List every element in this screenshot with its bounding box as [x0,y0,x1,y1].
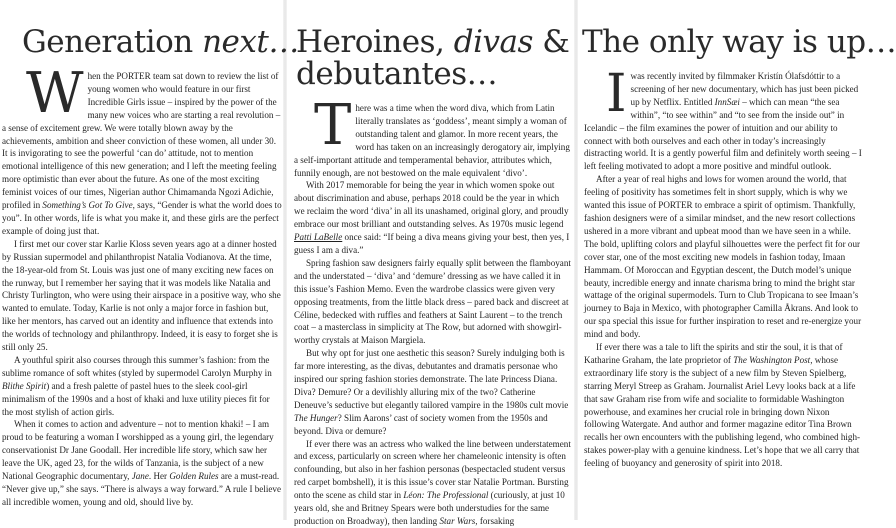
paragraph: was recently invited by filmmaker Kristín Ólafsdóttir to a screening of her new documentary, which has just been picked up by Netflix. Entitled InnSæi – which can mean “the sea within”, “to see within” and “to see from the inside out” in Icelandic – the film examines the power of intuition and our ability to connect with both ourselves and each other in today’s increasingly distracting world. It is a gently powerful film and definitely worth seeing – I left feeling motivated to adopt a more positive and mindful outlook. [584,71,862,172]
article-title: Something’s Got To Give [42,200,133,211]
headline-text-end: & debutantes… [296,24,570,92]
paragraph: here was a time when the word diva, which from Latin literally translates as ‘goddess’, meant simply a woman of outstanding talent and glamor. In more recent years, the word has taken on an increasingly derogatory air, implying a self-important attitude and temperamental behavior, attributes which, funnily enough, are not bestowed on the male equivalent ‘divo’. [294,103,570,178]
editorial-column-only-way-up [580,0,896,520]
headline-italic: next… [202,24,299,60]
paragraph: Spring fashion saw designers fairly equally split between the flamboyant and the understated – ‘diva’ and ‘demure’ dressing as we have called it in this issue’s Fashion Memo. Even the wardrobe classics were given very opposing treatments, from the little black dress – pared back and discreet at Céline, bedecked with ruffles and feathers at Saint Laurent – to the trench coat – a masterclass in simplicity at The Row, but adorned with showgirl-worthy crystals at Maison Margiela. [294,257,571,346]
film-title: The Hunger [294,412,338,423]
paragraph: hen the PORTER team sat down to review the list of young women who would feature in our first Incredible Girls issue – inspired by the power of the many new voices who are starting a real revolution – a sense of excitement grew. We were totally blown away by the achievements, ambition and sheer conviction of these women, all under 30. It is invigorating to see the powerful ‘can do’ attitude, not to mention emotional intelligence of this new generation; and I left the meeting feeling more optimistic than ever about the future. As one of the most exciting feminist voices of our times, Nigerian author Chimamanda Ngozi Adichie, profiled in Something’s Got To Give, says, “Gender is what the world does to you”. In other words, life is what you make it, and these girls are the perfect example of doing just that. [2,71,282,236]
drop-cap: I [606,64,627,124]
editorial-column-heroines [288,0,572,526]
paragraph: If ever there was an actress who walked the line between understatement and excess, particularly on screen where her chameleonic intensity is often confounding, but also in her fashion personas (bespectacled student versus red carpet bombshell), it is this issue’s cover star Natalie Portman. Bursting onto the scene as child star in Léon: The Professional (curiously, at just 10 years old, she and Britney Spears were both understudies for the same production on Broadway), then landing Star Wars, forsaking [294,438,571,526]
editorial-column-generation-next [0,0,299,520]
paragraph: If ever there was a tale to lift the spirits and stir the soul, it is that of Katharine Graham, the late proprietor of The Washington Post, whose extraordinary life story is the subject of a new film by Steven Spielberg, starring Meryl Streep as Graham. Journalist Ariel Levy looks back at a life that saw Graham rise from wife and socialite to formidable Washington powerhouse, and examines her crucial role in bringing down Nixon following Watergate. And author and former magazine editor Tina Brown recalls her own encounters with the publishing legend, who combined high-stakes power-play with a genuine kindness. Let’s hope that we all carry that feeling of buoyancy and generosity of spirit into 2018. [584,342,861,469]
column-headline [288,0,572,90]
paragraph: After a year of real highs and lows for women around the world, that feeling of positivity has sometimes felt in short supply, which is why we wanted this issue of PORTER to embrace a spirit of optimism. Thankfully, fashion designers were of a similar mindset, and the new resort collections ushered in a more vibrant and upbeat mood than we have seen in a while. The bold, uplifting colors and playful silhouettes were the perfect fit for our cover star, one of the most exciting new models in fashion today, Imaan Hammam. Of Moroccan and Egyptian descent, the Dutch model’s unique beauty, incredible energy and innate charisma bring to mind the bright star wattage of the original supermodels. Turn to Club Tropicana to see Imaan’s journey to Baja in Mexico, with photographer Camilla Åkrans. And look to our spa special this issue for further inspiration to reset and re-energize your mind and body. [584,174,862,340]
paragraph: But why opt for just one aesthetic this season? Surely indulging both is far more interesting, as the divas, debutantes and dramatis personae who inspired our spring fashion stories demonstrate. The late Princess Diana. Diva? Demure? Or a devilishly alluring mix of the two? Catherine Deneuve’s seductive but elegantly tailored vampire in the 1980s cult movie The Hunger? Slim Aarons’ cast of society women from the 1950s and beyond. Diva or demure? [294,348,569,436]
drop-cap: W [26,61,84,126]
column-body [0,58,282,509]
film-title: InnSæi [714,96,740,107]
column-body [288,90,572,528]
publication-title: The Washington Post [733,354,811,365]
article-title: Jane [131,471,149,482]
headline-text: Heroines, [296,24,454,60]
paragraph: When it comes to action and adventure – not to mention khaki! – I am proud to be featuring a woman I worshipped as a young girl, the legendary conservationist Dr Jane Goodall. Her incredible life story, which saw her leave the UK, aged 23, for the wilds of Tanzania, is the subject of a new National Geographic documentary, Jane. Her Golden Rules are a must-read. “Never give up,” she says. “There is always a way forward.” A rule I believe all incredible women, young and old, should live by. [2,419,282,507]
page-gutter [283,0,287,520]
paragraph: I first met our cover star Karlie Kloss seven years ago at a dinner hosted by Russian supermodel and philanthropist Natalia Vodianova. At the time, the 18-year-old from St. Louis was just one of many exciting new faces on the runway, but I remember her saying that it was models like Natalia and Christy Turlington, who were using their airspace in a positive way, who she wanted to emulate. Today, Karlie is not only a major force in fashion but, like her mentors, has carved out an identity and influence that extends into the worlds of technology and philanthropy. Indeed, it is easy to forget she is still only 25. [2,238,281,353]
column-body [580,58,862,470]
patti-labelle-link[interactable]: Patti LaBelle [294,232,343,243]
article-title: Blithe Spirit [2,380,47,391]
paragraph: With 2017 memorable for being the year in which women spoke out about discrimination and abuse, perhaps 2018 could be the year in which we reclaim the word ‘diva’ in all its unashamed, original glory, and proudly embrace our most brilliant and outstanding selves. As 1970s music legend Patti LaBelle once said: “If being a diva means giving your best, then yes, I guess I am a diva.” [294,180,570,255]
film-title: Léon: The Professional [403,490,489,501]
film-title: Star Wars [439,516,476,526]
paragraph: A youthful spirit also courses through this summer’s fashion: from the sublime romance of soft whites (styled by supermodel Carolyn Murphy in Blithe Spirit) and a fresh palette of pastel hues to the sleek cool-girl minimalism of the 1990s and a host of khaki and luxe utility pieces fit for the most stylish of action girls. [2,354,272,417]
drop-cap: T [314,93,352,158]
article-title: Golden Rules [169,471,219,482]
headline-text: Generation [22,24,203,60]
page-gutter [574,0,578,520]
headline-italic: divas [453,24,533,60]
headline-text: The only way is up… [582,24,896,60]
column-headline [580,0,896,60]
column-headline [0,0,299,60]
